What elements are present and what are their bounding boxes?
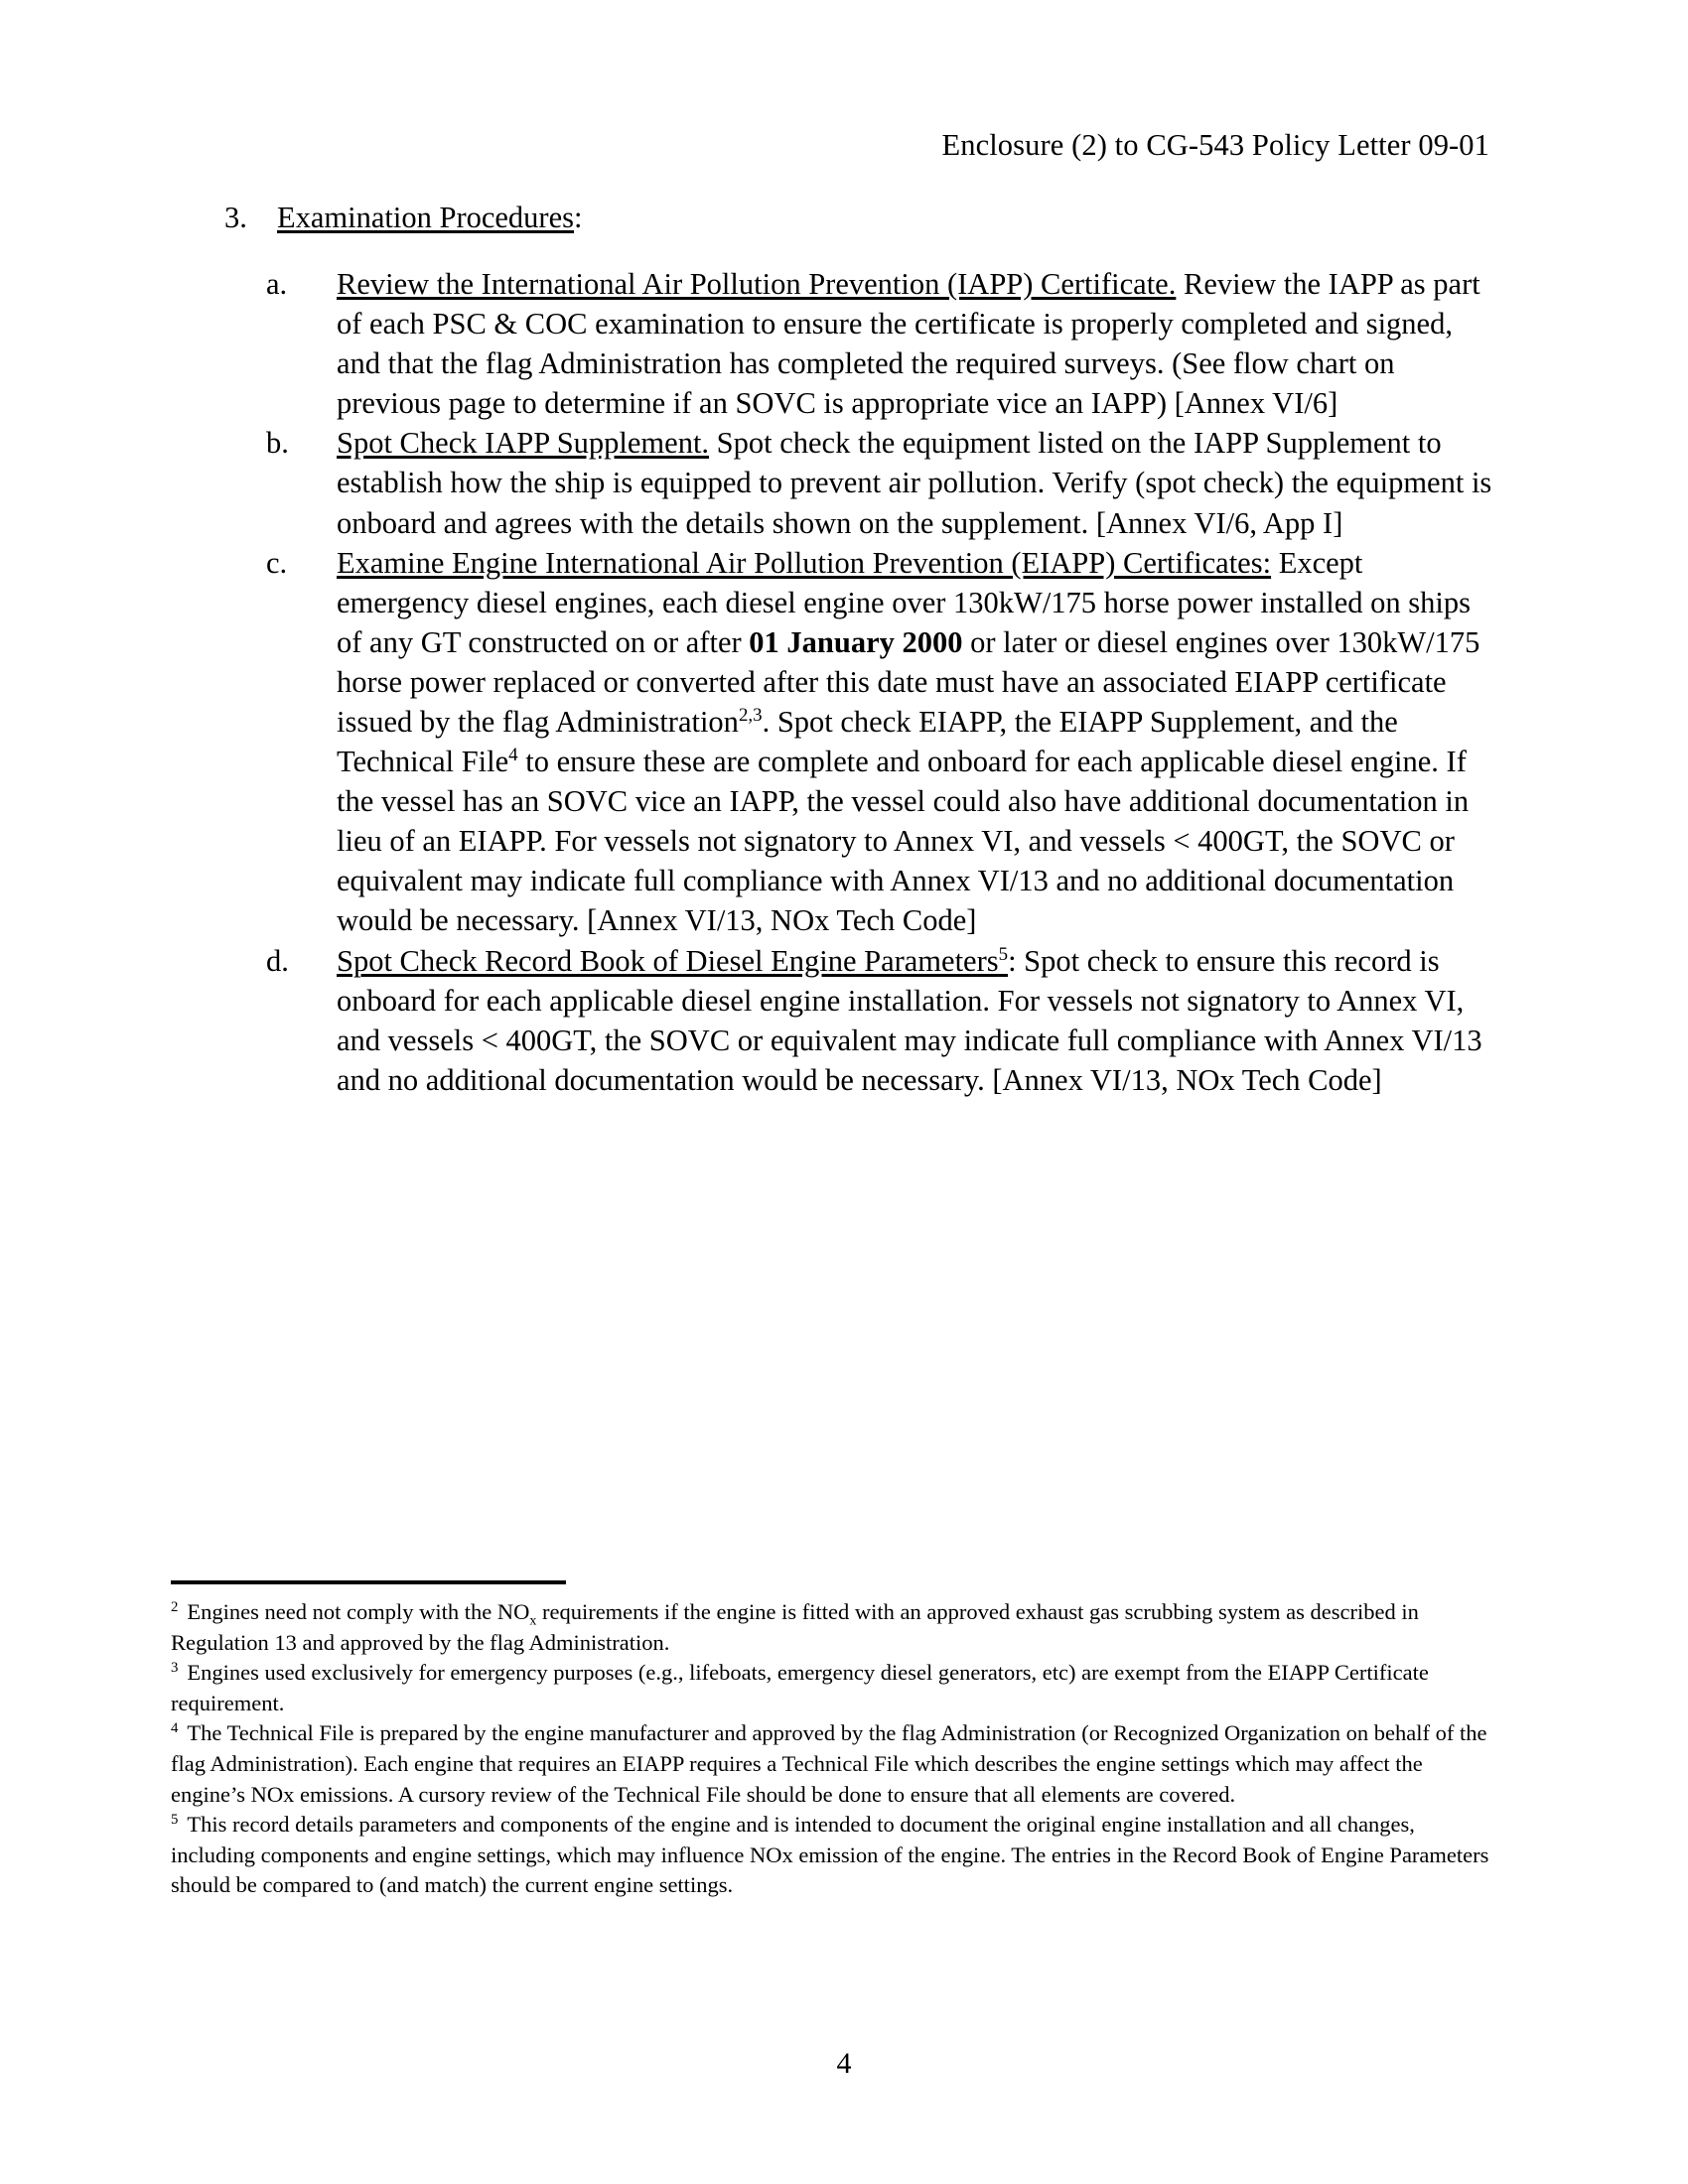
footnote-5 [171,1810,1491,1901]
list-marker-b: b. [266,426,289,461]
list-item-d-heading-wrap [337,944,1008,978]
document-body [0,199,1688,1100]
footnote-2 [171,1597,1491,1658]
footnote-3-text: Engines used exclusively for emergency purposes (e.g., lifeboats, emergency diesel generators, etc) are exempt from the EIAPP Certificate requirement. [171,1660,1429,1715]
procedure-list [266,264,1497,1100]
list-item-d-body: : Spot check to ensure this record is onboard for each applicable diesel engine installation. For vessels not signatory to Annex VI, and vessels < 400GT, the SOVC or equivalent may indicate full compliance with Annex VI/13 and no additional documentation would be necessary. [Annex VI/13, NOx Tech Code] [337,943,1482,1097]
list-item-b-body: Spot check the equipment listed on the IAPP Supplement to establish how the ship is equipped to prevent air pollution. Verify (spot check) the equipment is onboard and agrees with the details shown on the supplement. [Annex VI/6, App I] [337,426,1492,540]
list-item-a [266,264,1497,423]
list-item-d [266,941,1497,1100]
list-item-b [266,423,1497,542]
footnote-2-text-2: requirements if the engine is fitted with an approved exhaust gas scrubbing system as described in Regulation 13 and approved by the flag Administration. [171,1599,1419,1655]
list-item-a-heading: Review the International Air Pollution Prevention (IAPP) Certificate. [337,266,1177,301]
list-item-d-heading: Spot Check Record Book of Diesel Engine Parameters [337,943,999,978]
section-title: Examination Procedures [277,201,574,234]
footnote-5-mark: 5 [171,1811,179,1828]
footnote-area [171,1580,1491,1901]
list-marker-c: c. [266,545,288,580]
section-title-suffix: : [573,201,583,234]
page-header [0,127,1688,164]
list-item-c-body-1: Except emergency diesel engines, each diesel engine over 130kW/175 horse power installed on ships of any GT constructed on or after [337,545,1472,659]
list-item-c-body-3: . Spot check EIAPP, the EIAPP Supplement, and the Technical File [337,704,1398,779]
footnote-ref-4: 4 [508,744,518,765]
footnote-2-text-1: Engines need not comply with the NO [187,1599,530,1624]
list-marker-a: a. [266,266,288,301]
footnote-4-text: The Technical File is prepared by the engine manufacturer and approved by the flag Administration (or Recognized Organization on behalf of the flag Administration). Each engine that requires an EIAPP requires a Technical File which describes the engine settings which may affect the engine’s NOx emissions. A cursory review of the Technical File should be done to ensure that all elements are covered. [171,1720,1487,1807]
footnote-separator [171,1580,566,1584]
list-item-c-body-4: to ensure these are complete and onboard for each applicable diesel engine. If the vessel has an SOVC vice an IAPP, the vessel could also have additional documentation in lieu of an EIAPP. For vessels not signatory to Annex VI, and vessels < 400GT, the SOVC or equivalent may indicate full compliance with Annex VI/13 and no additional documentation would be necessary. [Annex VI/13, NOx Tech Code] [337,745,1470,938]
list-item-c-heading: Examine Engine International Air Pollution Prevention (EIAPP) Certificates: [337,545,1272,580]
section-title-wrap [277,199,582,238]
footnote-ref-2-3: 2,3 [738,704,763,726]
footnote-3-mark: 3 [171,1659,179,1676]
list-item-c-body-2: or later or diesel engines over 130kW/175 horse power replaced or converted after this date must have an associated EIAPP certificate issued by the flag Administration [337,624,1480,739]
page-number-text: 4 [836,2047,852,2080]
section-number: 3. [224,201,247,234]
footnote-4-mark: 4 [171,1719,179,1736]
footnote-5-text: This record details parameters and components of the engine and is intended to document the original engine installation and all changes, including components and engine settings, which may influence NOx emission of the engine. The entries in the Record Book of Engine Parameters should be compared to (and match) the current engine settings. [171,1812,1489,1898]
footnote-3 [171,1658,1491,1718]
footnote-ref-5: 5 [998,943,1009,965]
list-item-b-heading: Spot Check IAPP Supplement. [337,426,710,461]
footnote-2-subscript: x [529,1613,537,1629]
list-marker-d: d. [266,943,289,978]
list-item-a-body: Review the IAPP as part of each PSC & COC examination to ensure the certificate is properly completed and signed, and that the flag Administration has completed the required surveys. (See flow chart on previous page to determine if an SOVC is appropriate vice an IAPP) [Annex VI/6] [337,266,1480,421]
list-item-c [266,543,1497,941]
footnote-2-mark: 2 [171,1598,179,1615]
list-item-c-bold-date: 01 January 2000 [749,624,963,659]
page-number [0,2047,1688,2081]
section-heading [226,199,1497,238]
footnote-4 [171,1718,1491,1810]
page-header-text: Enclosure (2) to CG-543 Policy Letter 09-01 [941,128,1489,162]
